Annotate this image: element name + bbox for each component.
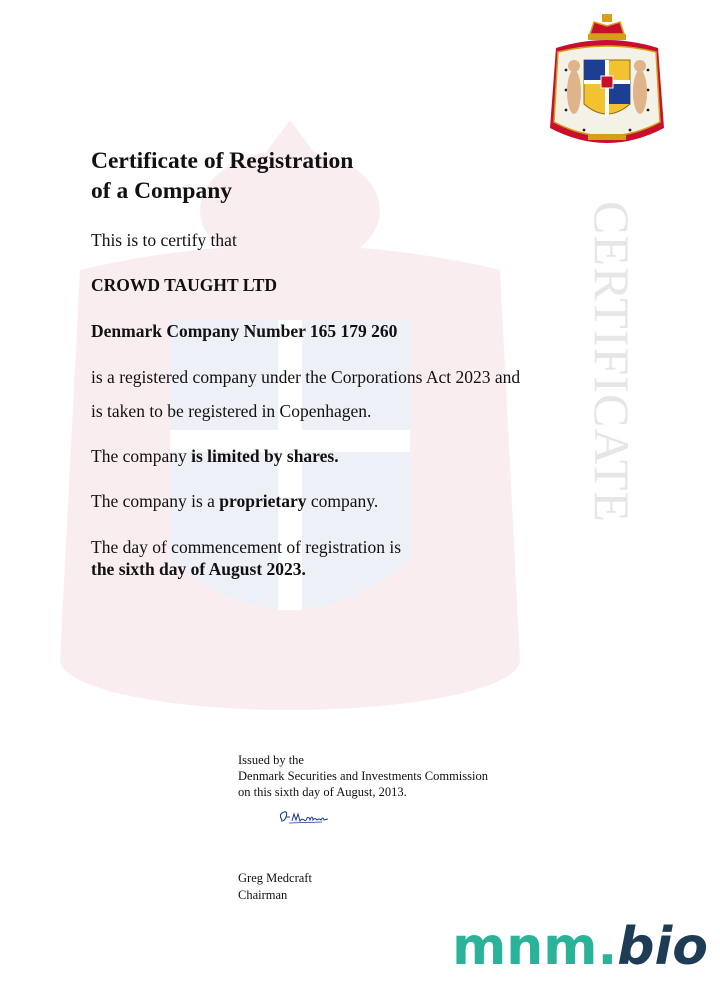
signer-title: Chairman [238, 888, 288, 902]
logo-part-mnm: mnm [452, 917, 598, 977]
signer-block [238, 870, 312, 904]
logo-part-bio: bio [617, 917, 708, 977]
title-line-1: Certificate of Registration [91, 148, 354, 174]
registered-statement-line-2: is taken to be registered in Copenhagen. [91, 401, 372, 421]
issuer-block [238, 752, 488, 800]
royal-coat-of-arms [544, 12, 670, 154]
limited-by-shares-statement [91, 445, 339, 467]
company-number: Denmark Company Number 165 179 260 [91, 321, 398, 341]
title-line-2: of a Company [91, 178, 233, 204]
commencement-date: the sixth day of August 2023. [91, 559, 306, 579]
limited-prefix: The company [91, 446, 192, 466]
type-suffix: company. [306, 491, 379, 511]
mnm-bio-logo [452, 916, 708, 978]
signature [276, 808, 332, 828]
type-bold: proprietary [219, 491, 307, 511]
certify-intro: This is to certify that [91, 230, 237, 250]
signer-name: Greg Medcraft [238, 871, 312, 885]
registered-statement-line-1: is a registered company under the Corporations Act 2023 and [91, 367, 521, 387]
certificate-watermark-text: CERTIFICATE [584, 201, 640, 523]
logo-dot: . [597, 917, 618, 977]
certificate-title [91, 146, 353, 206]
company-type-statement [91, 490, 378, 512]
issued-by-label: Issued by the [238, 753, 304, 767]
commencement-line-1: The day of commencement of registration is [91, 537, 402, 557]
issue-date: on this sixth day of August, 2013. [238, 785, 407, 799]
issuing-body: Denmark Securities and Investments Commission [238, 769, 488, 783]
company-name: CROWD TAUGHT LTD [91, 275, 278, 295]
limited-bold: is limited by shares. [191, 446, 339, 466]
type-prefix: The company is a [91, 491, 220, 511]
